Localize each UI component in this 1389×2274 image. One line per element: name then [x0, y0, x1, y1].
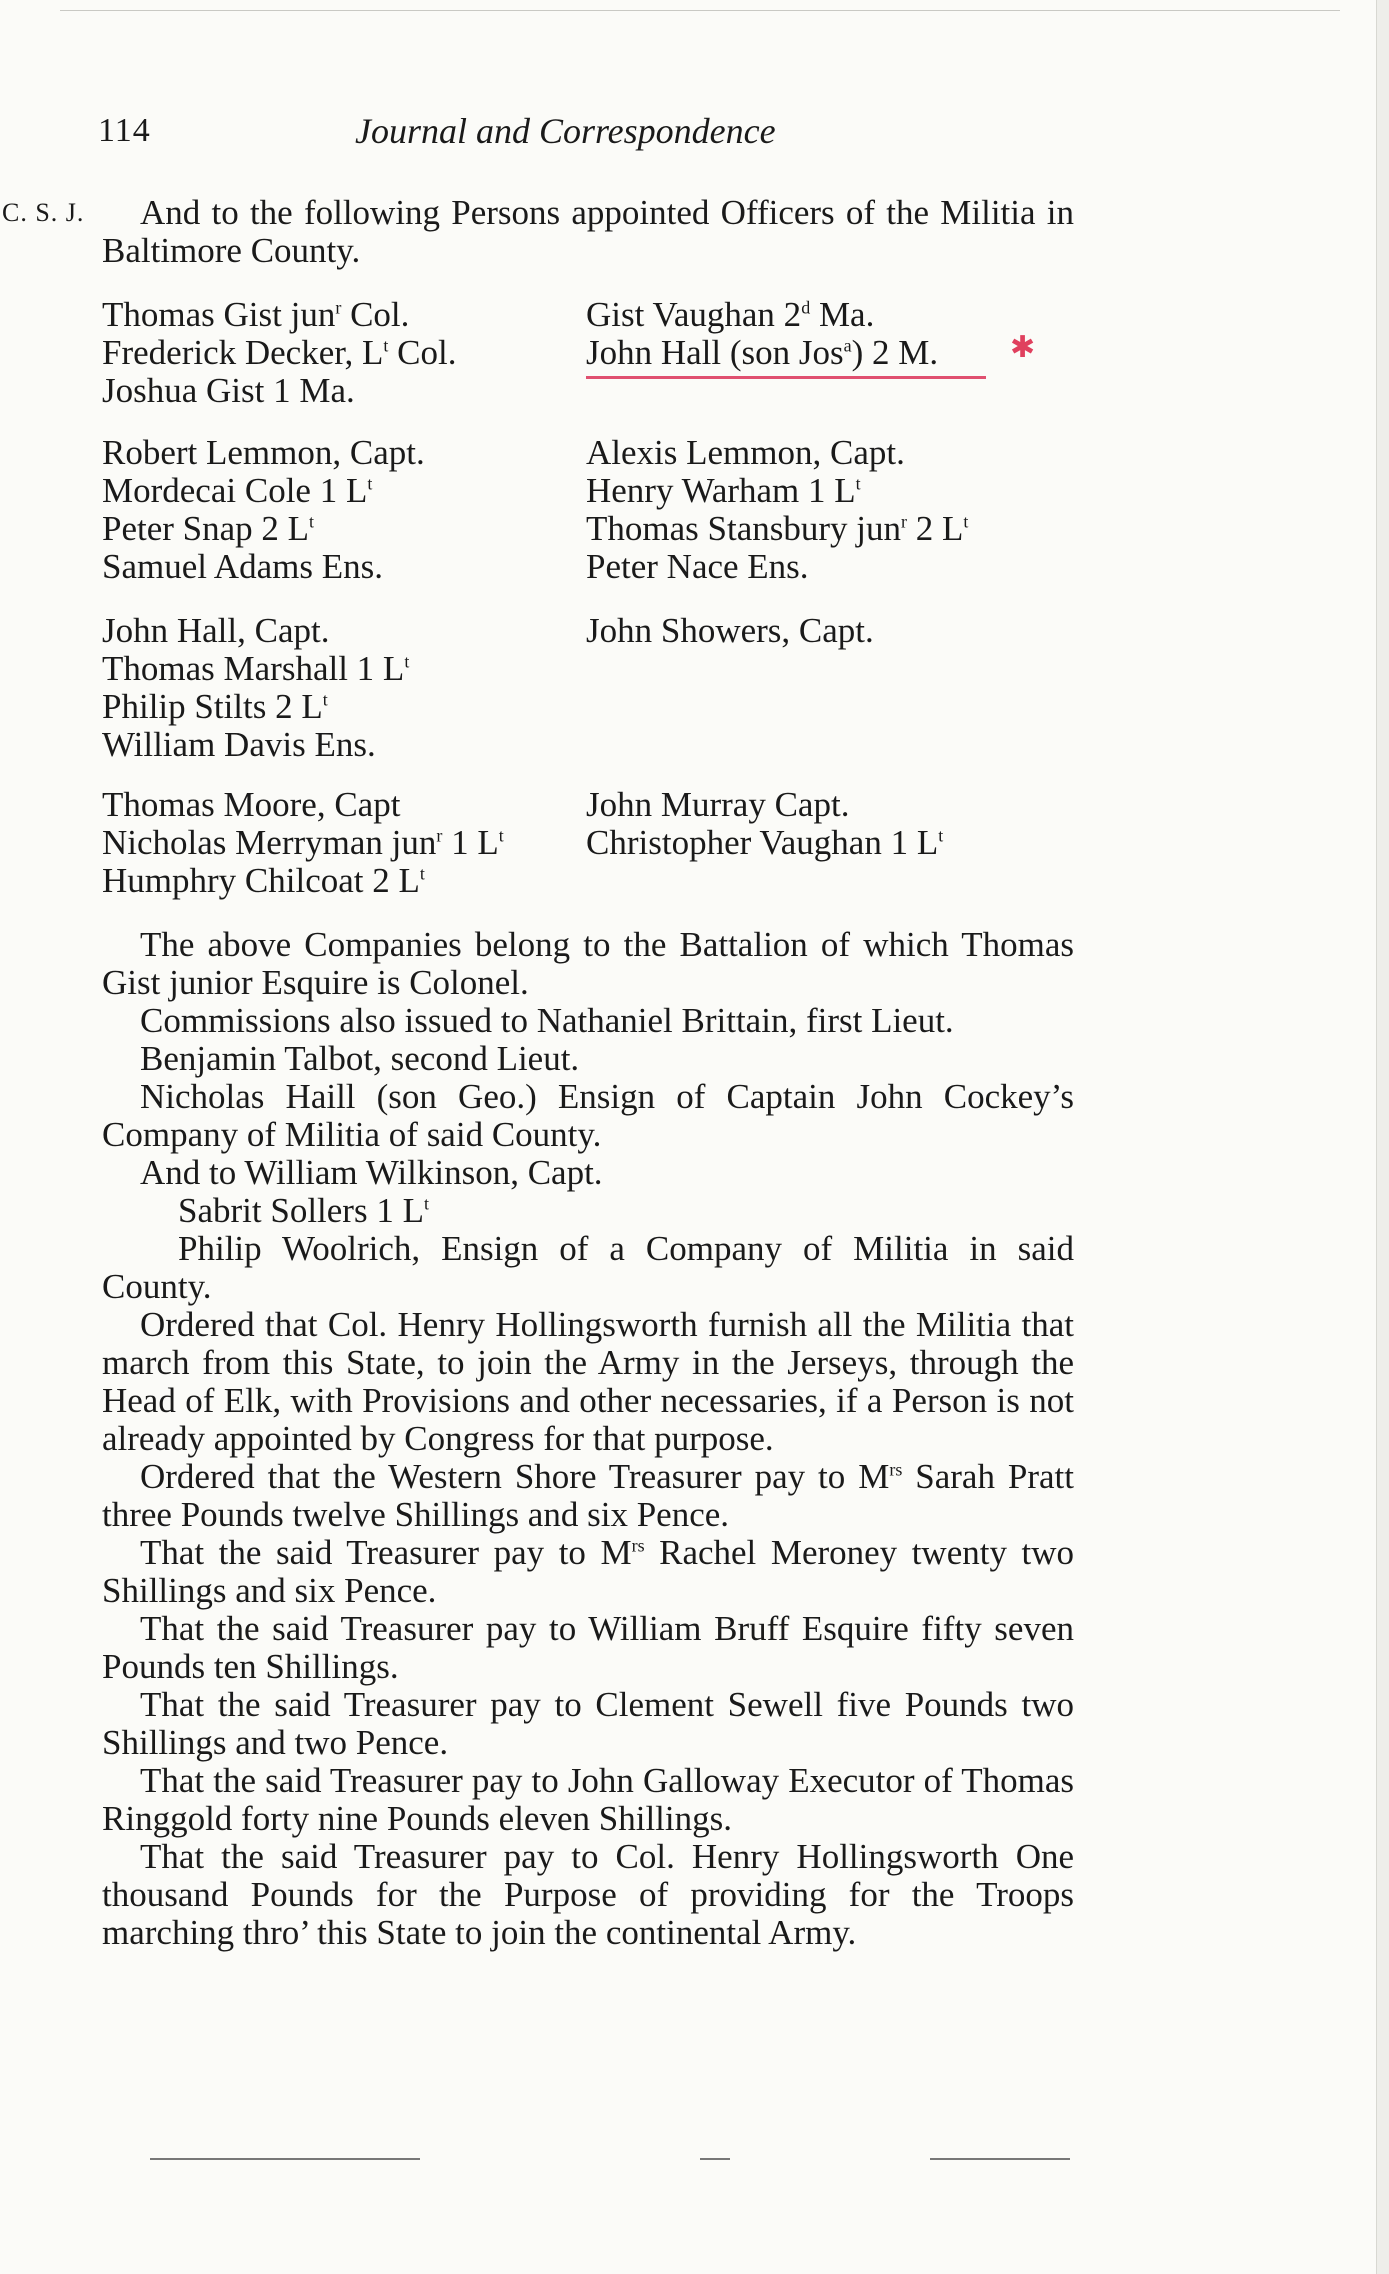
roster-line: Frederick Decker, L	[102, 333, 384, 372]
paragraph: That the said Treasurer pay to Clement Sewell five Pounds two Shillings and two Pence.	[102, 1685, 1074, 1762]
roster-line: Mordecai Cole 1 L	[102, 471, 368, 510]
intro-paragraph: And to the following Persons appointed Officers of the Militia in Baltimore County.	[102, 193, 1074, 270]
paragraph: Ordered that Col. Henry Hollingsworth furnish all the Militia that march from this State, to join the Army in the Jerseys, through the Head of Elk, with Provisions and other necessaries, if a Person is not already appointed by Congress for that purpose.	[102, 1305, 1074, 1458]
margin-note: C. S. J.	[2, 198, 85, 227]
roster-group-4-left: Thomas Moore, Capt Nicholas Merryman jun$^r$ 1 $L^t$ Humphry Chilcoat 2 $L^t$	[102, 785, 504, 900]
red-underline-annotation	[586, 376, 986, 379]
roster-line: Thomas Marshall 1 L	[102, 649, 405, 688]
roster-line: Joshua Gist 1 Ma.	[102, 371, 355, 410]
roster-line: Humphry Chilcoat 2 L	[102, 861, 420, 900]
page-edge	[1376, 0, 1389, 2274]
roster-group-1-left: Thomas Gist jun$^r$ Col. Frederick Decker, $L^t$ Col. Joshua Gist 1 Ma.	[102, 295, 457, 410]
paragraph: That the said Treasurer pay to John Galloway Executor of Thomas Ringgold forty nine Pounds eleven Shillings.	[102, 1761, 1074, 1838]
roster-line: John Hall, Capt.	[102, 611, 330, 650]
footer-rule-right	[930, 2158, 1070, 2160]
roster-line: Nicholas Merryman jun	[102, 823, 437, 862]
running-title: Journal and Correspondence	[355, 111, 776, 151]
red-star-annotation-icon: ✱	[1010, 331, 1036, 364]
roster-group-4-right: John Murray Capt. Christopher Vaughan 1 $L^t$	[586, 785, 944, 862]
roster-line: Robert Lemmon, Capt.	[102, 433, 425, 472]
roster-line: Thomas Stansbury jun	[586, 509, 901, 548]
roster-line: Thomas Gist jun	[102, 295, 336, 334]
paragraph: That the said Treasurer pay to $M^{rs}$ Rachel Meroney twenty two Shillings and six Pence.	[102, 1533, 1074, 1610]
paragraph: Sabrit Sollers 1 $L^t$	[178, 1191, 429, 1230]
paragraph: That the said Treasurer pay to William Bruff Esquire fifty seven Pounds ten Shillings.	[102, 1609, 1074, 1686]
paragraph: And to William Wilkinson, Capt.	[140, 1153, 603, 1192]
roster-line: Gist Vaughan 2	[586, 295, 802, 334]
body-paragraphs	[102, 926, 1074, 1952]
roster-group-2-left: Robert Lemmon, Capt. Mordecai Cole 1 $L^t$ Peter Snap 2 $L^t$ Samuel Adams Ens.	[102, 433, 425, 586]
roster-group-2-right: Alexis Lemmon, Capt. Henry Warham 1 $L^t$ Thomas Stansbury jun$^r$ 2 $L^t$ Peter Nace Ens.	[586, 433, 969, 586]
roster-line: John Showers, Capt.	[586, 611, 874, 650]
page-number: 114	[98, 112, 151, 149]
footer-rule-mid	[700, 2158, 730, 2160]
roster-line: Christopher Vaughan 1 L	[586, 823, 939, 862]
roster-line: Peter Snap 2 L	[102, 509, 310, 548]
roster-line: William Davis Ens.	[102, 725, 376, 764]
roster-line: Philip Stilts 2 L	[102, 687, 323, 726]
footer-rule-left	[150, 2158, 420, 2160]
roster-line: Thomas Moore, Capt	[102, 785, 401, 824]
paragraph: That the said Treasurer pay to Col. Henry Hollingsworth One thousand Pounds for the Purpose of providing for the Troops marching thro’ this State to join the continental Army.	[102, 1837, 1074, 1952]
roster-line: Henry Warham 1 L	[586, 471, 856, 510]
roster-line: John Murray Capt.	[586, 785, 850, 824]
roster-line: Samuel Adams Ens.	[102, 547, 383, 586]
paragraph: Philip Woolrich, Ensign of a Company of Militia in said County.	[102, 1229, 1074, 1306]
roster-line-marked: John Hall (son Jos	[586, 333, 844, 372]
paragraph: Ordered that the Western Shore Treasurer pay to $M^{rs}$ Sarah Pratt three Pounds twelve Shillings and six Pence.	[102, 1457, 1074, 1534]
paragraph: Commissions also issued to Nathaniel Brittain, first Lieut.	[140, 1001, 954, 1040]
roster-group-3-right	[586, 612, 874, 650]
paragraph: The above Companies belong to the Battalion of which Thomas Gist junior Esquire is Colonel.	[102, 925, 1074, 1002]
roster-line: Peter Nace Ens.	[586, 547, 809, 586]
paragraph: Nicholas Haill (son Geo.) Ensign of Captain John Cockey’s Company of Militia of said County.	[102, 1077, 1074, 1154]
top-rule	[60, 10, 1340, 11]
roster-group-1-right: Gist Vaughan 2$^d$ Ma. John Hall (son Jos$^a$) 2 M.	[586, 295, 939, 372]
roster-line: Alexis Lemmon, Capt.	[586, 433, 905, 472]
paragraph: Benjamin Talbot, second Lieut.	[140, 1039, 580, 1078]
roster-group-3-left: John Hall, Capt. Thomas Marshall 1 $L^t$ Philip Stilts 2 $L^t$ William Davis Ens.	[102, 611, 410, 764]
